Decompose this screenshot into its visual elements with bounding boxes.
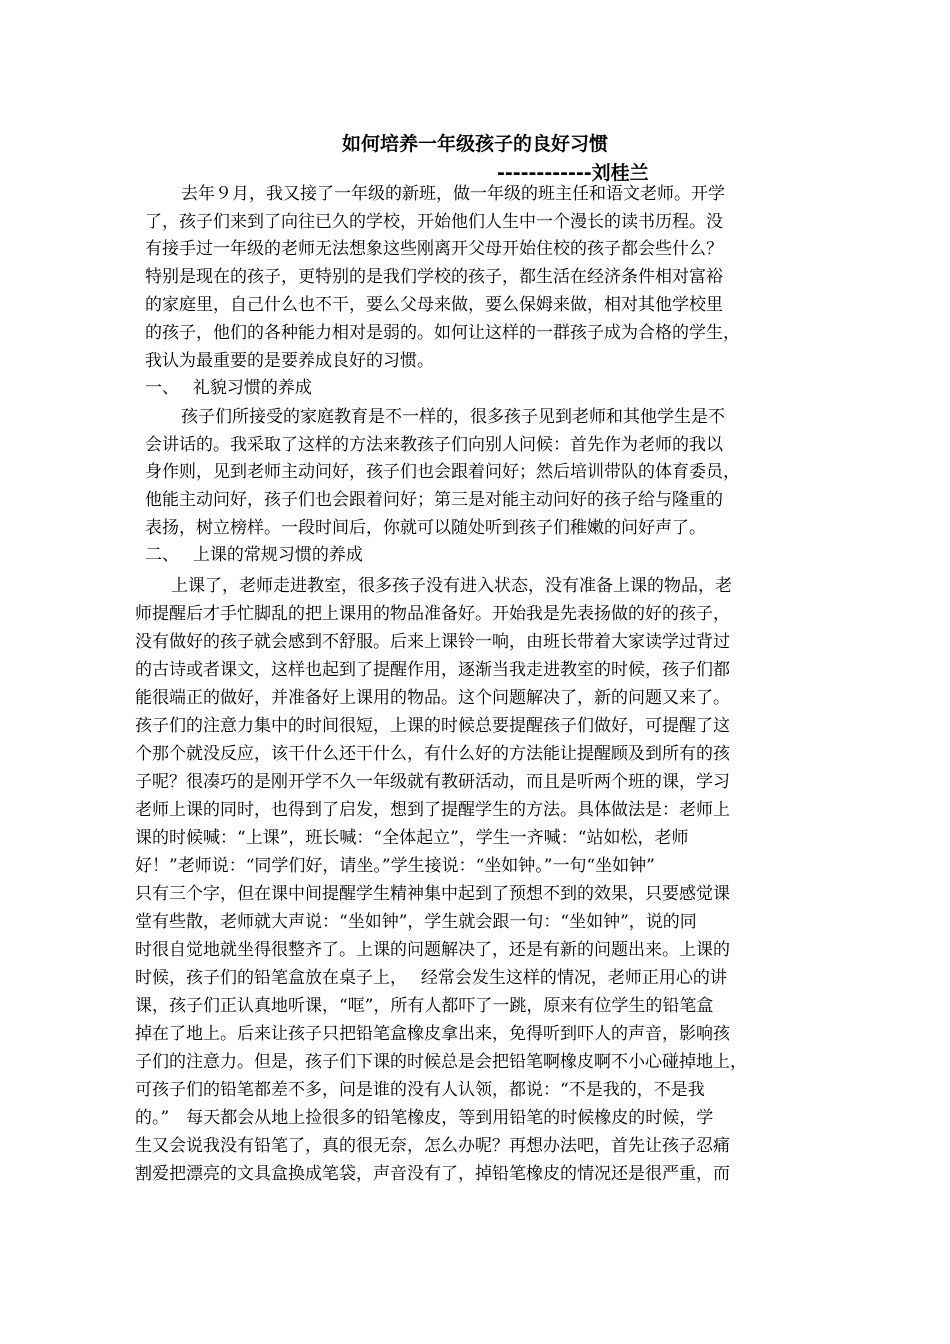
- text-line: 个那个就没反应，该干什么还干什么，有什么好的方法能让提醒顾及到所有的孩: [135, 744, 730, 764]
- text-line: 能很端正的做好，并准备好上课用的物品。这个问题解决了，新的问题又来了。: [135, 688, 730, 708]
- text-line: 身作则，见到老师主动问好，孩子们也会跟着问好；然后培训带队的体育委员，: [145, 462, 740, 482]
- text-line: 会讲话的。我采取了这样的方法来教孩子们向别人问候：首先作为老师的我以: [145, 435, 723, 455]
- text-line: 生又会说我没有铅笔了，真的很无奈，怎么办呢？再想办法吧，首先让孩子忍痛: [135, 1136, 730, 1156]
- text-line: 老师上课的同时，也得到了启发，想到了提醒学生的方法。具体做法是：老师上: [135, 800, 730, 820]
- text-line: 只有三个字，但在课中间提醒学生精神集中起到了预想不到的效果，只要感觉课: [135, 884, 730, 904]
- text-line: 时很自觉地就坐得很整齐了。上课的问题解决了，还是有新的问题出来。上课的: [135, 940, 730, 960]
- text-line: 一、 礼貌习惯的养成: [145, 378, 312, 398]
- text-line: 没有做好的孩子就会感到不舒服。后来上课铃一响，由班长带着大家读学过背过: [135, 632, 730, 652]
- text-line: 我认为最重要的是要养成良好的习惯。: [145, 351, 434, 371]
- text-line: 的家庭里，自己什么也不干，要么父母来做，要么保姆来做，相对其他学校里: [145, 295, 723, 315]
- text-line: 时候，孩子们的铅笔盒放在桌子上， 经常会发生这样的情况，老师正用心的讲: [135, 968, 727, 988]
- text-line: 特别是现在的孩子，更特别的是我们学校的孩子，都生活在经济条件相对富裕: [145, 267, 723, 287]
- text-line: 上课了，老师走进教室，很多孩子没有进入状态，没有准备上课的物品，老: [171, 576, 732, 596]
- author-line: ------------刘桂兰: [497, 162, 649, 184]
- text-line: 师提醒后才手忙脚乱的把上课用的物品准备好。开始我是先表扬做的好的孩子，: [135, 604, 730, 624]
- text-line: 掉在了地上。后来让孩子只把铅笔盒橡皮拿出来，免得听到吓人的声音，影响孩: [135, 1024, 730, 1044]
- text-line: 子们的注意力。但是，孩子们下课的时候总是会把铅笔啊橡皮啊不小心碰掉地上，: [135, 1052, 747, 1072]
- text-line: 孩子们所接受的家庭教育是不一样的，很多孩子见到老师和其他学生是不: [181, 407, 725, 427]
- text-line: 子呢？很凑巧的是刚开学不久一年级就有教研活动，而且是听两个班的课，学习: [135, 772, 730, 792]
- text-line: 了，孩子们来到了向往已久的学校，开始他们人生中一个漫长的读书历程。没: [145, 212, 723, 232]
- text-line: 孩子们的注意力集中的时间很短，上课的时候总要提醒孩子们做好，可提醒了这: [135, 716, 730, 736]
- text-line: 课的时候喊：“上课”，班长喊：“全体起立”，学生一齐喊：“站如松，老师: [135, 828, 689, 848]
- text-line: 割爱把漂亮的文具盒换成笔袋，声音没有了，掉铅笔橡皮的情况还是很严重，而: [135, 1164, 730, 1184]
- text-line: 二、 上课的常规习惯的养成: [145, 545, 363, 565]
- text-line: 的孩子，他们的各种能力相对是弱的。如何让这样的一群孩子成为合格的学生，: [145, 323, 740, 343]
- text-line: 的。” 每天都会从地上捡很多的铅笔橡皮，等到用铅笔的时候橡皮的时候，学: [135, 1108, 714, 1128]
- text-line: 表扬，树立榜样。一段时间后，你就可以随处听到孩子们稚嫩的问好声了。: [145, 518, 706, 538]
- text-line: 堂有些散，老师就大声说：“坐如钟”，学生就会跟一句：“坐如钟”，说的同: [135, 912, 697, 932]
- text-line: 他能主动问好，孩子们也会跟着问好；第三是对能主动问好的孩子给与隆重的: [145, 490, 723, 510]
- text-line: 课，孩子们正认真地听课，“哐”，所有人都吓了一跳，原来有位学生的铅笔盒: [135, 996, 714, 1016]
- text-line: 可孩子们的铅笔都差不多，问是谁的没有人认领，都说：“不是我的，不是我: [135, 1080, 705, 1100]
- text-line: 好！”老师说：“同学们好，请坐。”学生接说：“坐如钟。”一句“坐如钟”: [135, 856, 655, 876]
- document-title: 如何培养一年级孩子的良好习惯: [341, 133, 608, 155]
- text-line: 有接手过一年级的老师无法想象这些刚离开父母开始住校的孩子都会些什么？: [145, 239, 723, 259]
- text-line: 去年９月，我又接了一年级的新班，做一年级的班主任和语文老师。开学: [181, 184, 725, 204]
- text-line: 的古诗或者课文，这样也起到了提醒作用，逐渐当我走进教室的时候，孩子们都: [135, 660, 730, 680]
